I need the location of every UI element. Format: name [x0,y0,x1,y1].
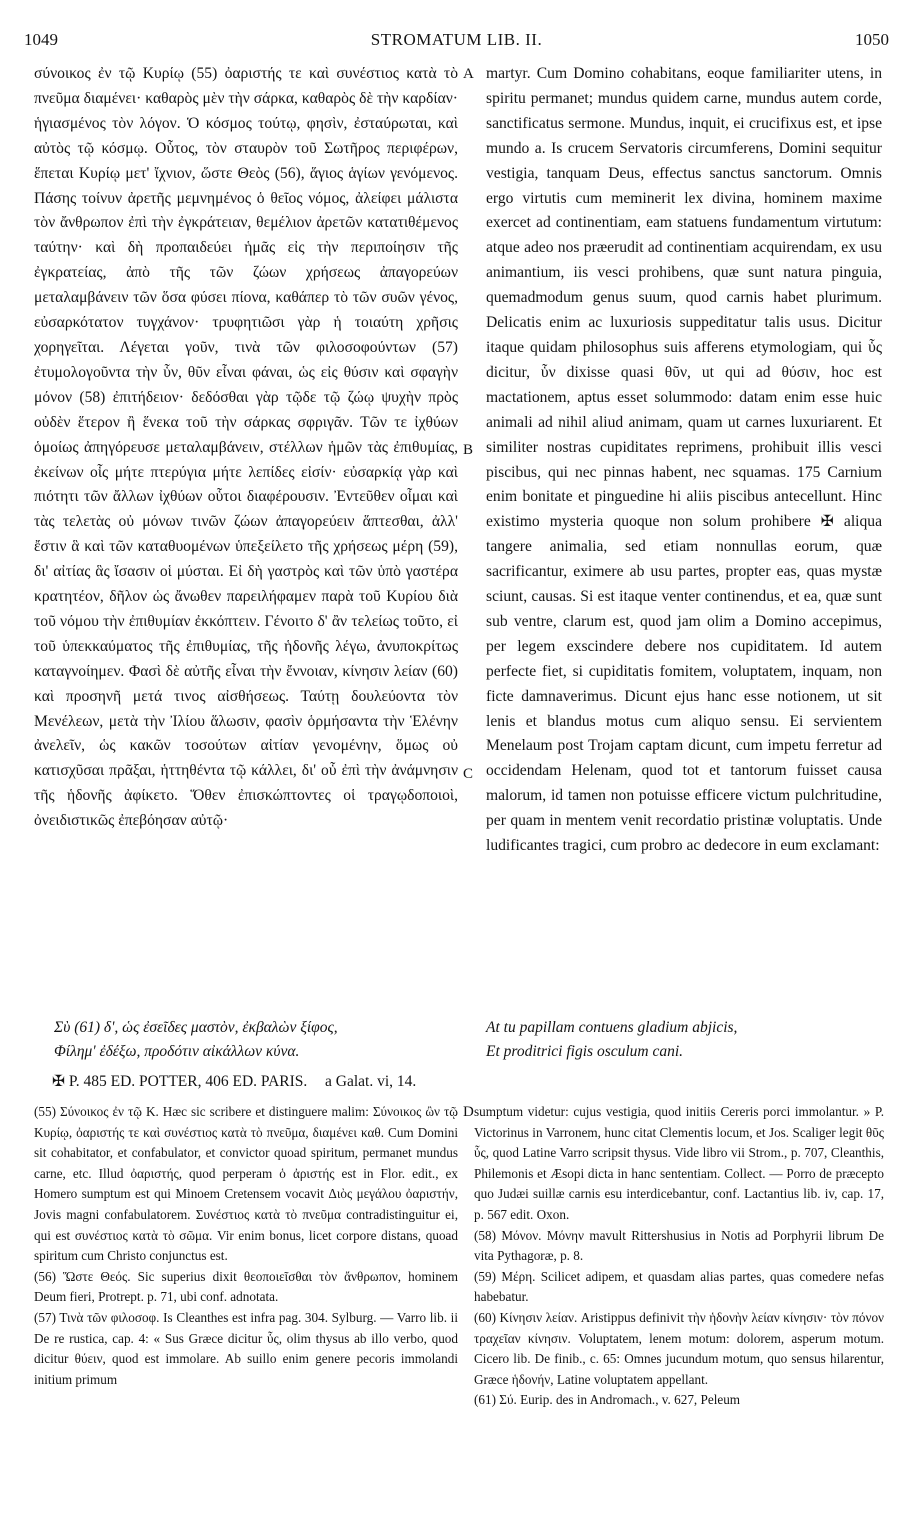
footnote: (58) Μόνον. Μόνην mavult Rittershusius in Notis ad Porphyrii librum De vita Pythagoræ, p. 8. [474,1227,884,1264]
running-header [24,30,889,56]
latin-verse-line: At tu papillam contuens gladium abjicis, [486,1019,738,1036]
margin-letter-b: B [463,442,474,458]
page-number-right: 1050 [855,30,889,49]
greek-verse-line: Σὺ (61) δ', ὡς ἐσεῖδες μαστὸν, ἐκβαλὼν ξίφος, [54,1019,338,1036]
greek-body-text: σύνοικος ἐν τῷ Κυρίῳ (55) ὀαριστής τε καὶ συνέστιος κατὰ τὸ πνεῦμα διαμένει· καθαρὸς μὲν τὴν σάρκα, καθαρὸς δὲ τὴν καρδίαν· ἡγιασμένος τὸν λόγον. Ὁ κόσμος τούτῳ, φησὶν, ἐσταύρωται, καὶ αὐτὸς τῷ κόσμῳ. Οὗτος, τὸν σταυρὸν τοῦ Σωτῆρος περιφέρων, ἕπεται Κυρίῳ μετ' ἴχνιον, ὥστε Θεὸς (56), ἅγιος ἁγίων γενόμενος. Πάσης τοίνυν ἀρετῆς μεμνημένος ὁ θεῖος νόμος, ἀλείφει μάλιστα τὸν ἄνθρωπον ἐπὶ τὴν ἐγκράτειαν, θεμέλιον ἀρετῶν κατατιθέμενος ταύτην· καὶ δὴ προπαιδεύει ἡμᾶς εἰς τὴν περιποίησιν τῆς ἐγκρατείας, ἀπὸ τῆς τῶν ζώων χρήσεως ἀπαγορεύων μεταλαμβάνειν τῶν ὅσα φύσει πίονα, καθάπερ τὸ τῶν συῶν γένος, εὐσαρκότατον τυγχάνον· τρυφητιῶσι γὰρ ἡ τοιαύτη χρῆσις χορηγεῖται. Λέγεται γοῦν, τινὰ τῶν φιλοσοφούντων (57) ἐτυμολογοῦντα τὴν ὗν, θῦν εἶναι φάναι, ὡς εἰς θύσιν καὶ σφαγὴν μόνον (58) ἐπιτήδειον· δεδόσθαι γὰρ τῷδε τῷ ζώῳ ψυχὴν πρὸς οὐδὲν ἕτερον ἢ ἕνεκα τοῦ τὴν σάρκας σφριγᾶν. Τῶν τε ἰχθύων ὁμοίως ἀπηγόρευσε μεταλαμβάνειν, στέλλων ἡμῶν τὰς ἐπιθυμίας, ἐκείνων οἷς μήτε πτερύγια μήτε λεπίδες εἰσίν· εὐσαρκίᾳ γὰρ καὶ πιότητι τῶν ἄλλων ἰχθύων οὗτοι διαφέρουσιν. Ἐντεῦθεν οἶμαι καὶ τὰς τελετὰς οὐ μόνων τινῶν ζώων ἀπαγορεύειν ἅπτεσθαι, ἀλλ' ἔστιν ἃ καὶ τῶν καταθυομένων ὑπεξείλετο τῆς χρήσεως μέρη (59), δι' αἰτίας ἃς ἴσασιν οἱ μύσται. Εἰ δὴ γαστρὸς καὶ τῶν ὑπὸ γαστέρα κρατητέον, δῆλον ὡς ἄνωθεν παρειλήφαμεν παρὰ τοῦ Κυρίου διὰ τοῦ νόμου τὴν ἐπιθυμίαν ἐκκόπτειν. Γένοιτο δ' ἂν τελείως τοῦτο, εἰ τοῦ ὑπεκκαύματος τῆς ἐπιθυμίας, τῆς ἡδονῆς λέγω, ἀνυποκρίτως καταγνοίημεν. Φασὶ δὲ αὐτῆς εἶναι τὴν ἔννοιαν, κίνησιν λείαν (60) καὶ προσηνῆ μετά τινος αἰσθήσεως. Ταύτῃ δουλεύοντα τὸν Μενέλεων, μετὰ τὴν Ἰλίου ἅλωσιν, φασὶν ὁρμήσαντα τὴν Ἑλένην ἀνελεῖν, ὡς κακῶν τοσούτων αἰτίαν γενομένην, ὅμως οὐ κατισχῦσαι πρᾶξαι, ἡττηθέντα τῷ κάλλει, δι' οὗ ἐπὶ τὴν ἀνάμνησιν τῆς ἡδονῆς ἀφίκετο. Ὅθεν ἐπισκώπτοντες οἱ τραγῳδοποιοὶ, ὀνειδιστικῶς ἐπεβόησαν αὐτῷ· [34,65,458,830]
footnote: (56) Ὥστε Θεός. Sic superius dixit θεοποιεῖσθαι τὸν ἄνθρωπον, hominem Deum fieri, Protrept. p. 71, ubi conf. adnotata. [34,1268,458,1305]
greek-column [34,62,458,834]
latin-verse-line: Et proditrici figis osculum cani. [486,1043,684,1060]
margin-letter-d: D [463,1104,474,1120]
notes-left-column [34,1102,458,1390]
footnote: (59) Μέρη. Scilicet adipem, et quasdam alias partes, quas comedere nefas habebatur. [474,1268,884,1305]
running-title: STROMATUM LIB. II. [370,30,543,49]
footnote: (57) Τινὰ τῶν φιλοσοφ. Is Cleanthes est infra pag. 304. Sylburg. — Varro lib. ii De re rustica, cap. 4: « Sus Græce dicitur ὗς, olim thysus ab illo verbo, quod dicitur θύειν, quod est immolare. Ab suillo enim genere pecoris immolandi initium primum [34,1309,458,1387]
page-number-left: 1049 [24,30,58,49]
latin-body-text: martyr. Cum Domino cohabitans, eoque familiariter utens, in spiritu permanet; mundus quidem carne, mundus autem corde, sanctificatus sermone. Mundus, inquit, ei crucifixus est, et ipse mundo a. Is crucem Servatoris circumferens, Domini sequitur vestigia, tanquam Deus, effectus sanctus sanctorum. Omnis ergo virtutis cum meminerit lex divina, hominem maxime exercet ad continentiam, eam statuens fundamentum virtutum: atque adeo nos præerudit ad continentiam acquirendam, ex usu animantium, iis vesci prohibens, quæ sunt natura pinguia, quemadmodum genus suum, quod carnis habet plurimum. Delicatis enim ac luxuriosis suppeditatur talis usus. Dicitur itaque quidam philosophus suis afferens etymologiam, qui ὗς dicitur, ὗν dixisse quasi θῦν, ut qui ad θύσιν, hoc est mactationem, aptus esset solummodo: datam enim esse huic animali ad nihil aliud animam, quam ut carnes luxuriarent. Et similiter nostras cupiditates reprimens, prohibuit illis vesci piscibus, qui nec pinnas habent, nec squamas. 175 Carnium enim bonitate et pinguedine hi aliis piscibus antecellunt. Hinc existimo mysteria quoque non solum prohibere ✠ aliqua tangere animalia, sed etiam nonnullas eorum, quæ sacrificantur, eximere ab usu partes, propter eas, quas mystæ sciunt, causas. Si est itaque venter continendus, et ea, quæ sunt sub ventre, clarum est, quod jam olim a Domino accepimus, per legem exscindere debere nos cupiditatem. Id autem perfecte fiet, si cupiditatis fomitem, voluptatem, inquam, non ficte damnaverimus. Dicunt ejus hanc esse notionem, ut sit lenis et blandus motus cum aliquo sensu. Ei servientem Menelaum post Trojam captam dicunt, cum impetu ferretur ad occidendam Helenam, quod tot et tantorum fuisset causa malorum, id tamen non potuisse efficere victum pulchritudine, per quam in mentem venit recordatio pristinæ voluptatis. Unde ludificantes tragici, cum probro ac dedecore in eum exclamant: [486,65,882,855]
edition-reference-line [52,1072,416,1091]
latin-column [486,62,882,859]
latin-verse [486,1016,882,1064]
footnote: sumptum videtur: cujus vestigia, quod initiis Cereris porci immolantur. » P. Victorinus in Varronem, hunc citat Clementis locum, et Jos. Scaliger legit θῦς ὗς, quod Latine Varro scripsit thysus. Vide libro vii Strom., p. 707, Cleanthis, Philemonis et Æsopi dicta in hanc sententiam. Collect. — Porro de præcepto quo Judæi suillæ carnis esu interdicebantur, conf. Lactantius lib. iv, cap. 17, p. 567 edit. Oxon. [474,1104,884,1222]
margin-letter-a: A [463,66,474,82]
greek-verse [54,1016,474,1064]
notes-right-column [474,1102,884,1411]
margin-letter-c: C [463,766,474,782]
footnote: (61) Σύ. Eurip. des in Andromach., v. 627, Peleum [474,1392,741,1408]
scripture-footnote: a Galat. vi, 14. [325,1073,417,1090]
footnote: (55) Σύνοικος ἐν τῷ Κ. Hæc sic scribere et distinguere malim: Σύνοικος ὢν τῷ Κυρίῳ, ὀαριστής τε καὶ συνέστιος κατὰ τὸ πνεῦμα, διαμένει καθ. Cum Domini sit cohabitator, et confabulator, et convictor quoad spiritum, permanet mundus carne, etc. Illud ὀαριστής, quod perperam ὁ ἀριστής est in Flor. edit., ex Homero sumptum est qui Minoem Cretensem vocavit Διὸς μεγάλου ὀαριστήν, Jovis magni confabulatorem. Συνέστιος κατὰ τὸ πνεῦμα contradistinguitur ei, qui est συνέστιος κατὰ τὸ σῶμα. Vir enim bonus, licet corpore distans, quoad spiritum cum Christo conjunctus est. [34,1104,458,1264]
footnote: (60) Κίνησιν λείαν. Aristippus definivit τὴν ἡδονὴν λείαν κίνησιν· τὸν πόνον τραχεῖαν κίνησιν. Voluptatem, lenem motum: dolorem, asperum motum. Cicero lib. De finib., c. 65: Omnes jucundum motum, quo sensus hilarentur, Græce ἡδονήν, Latine voluptatem appellant. [474,1309,884,1387]
greek-verse-line: Φίλημ' ἐδέξω, προδότιν αἰκάλλων κύνα. [54,1043,300,1060]
edition-page-reference: ✠ P. 485 ED. POTTER, 406 ED. PARIS. [52,1073,308,1090]
